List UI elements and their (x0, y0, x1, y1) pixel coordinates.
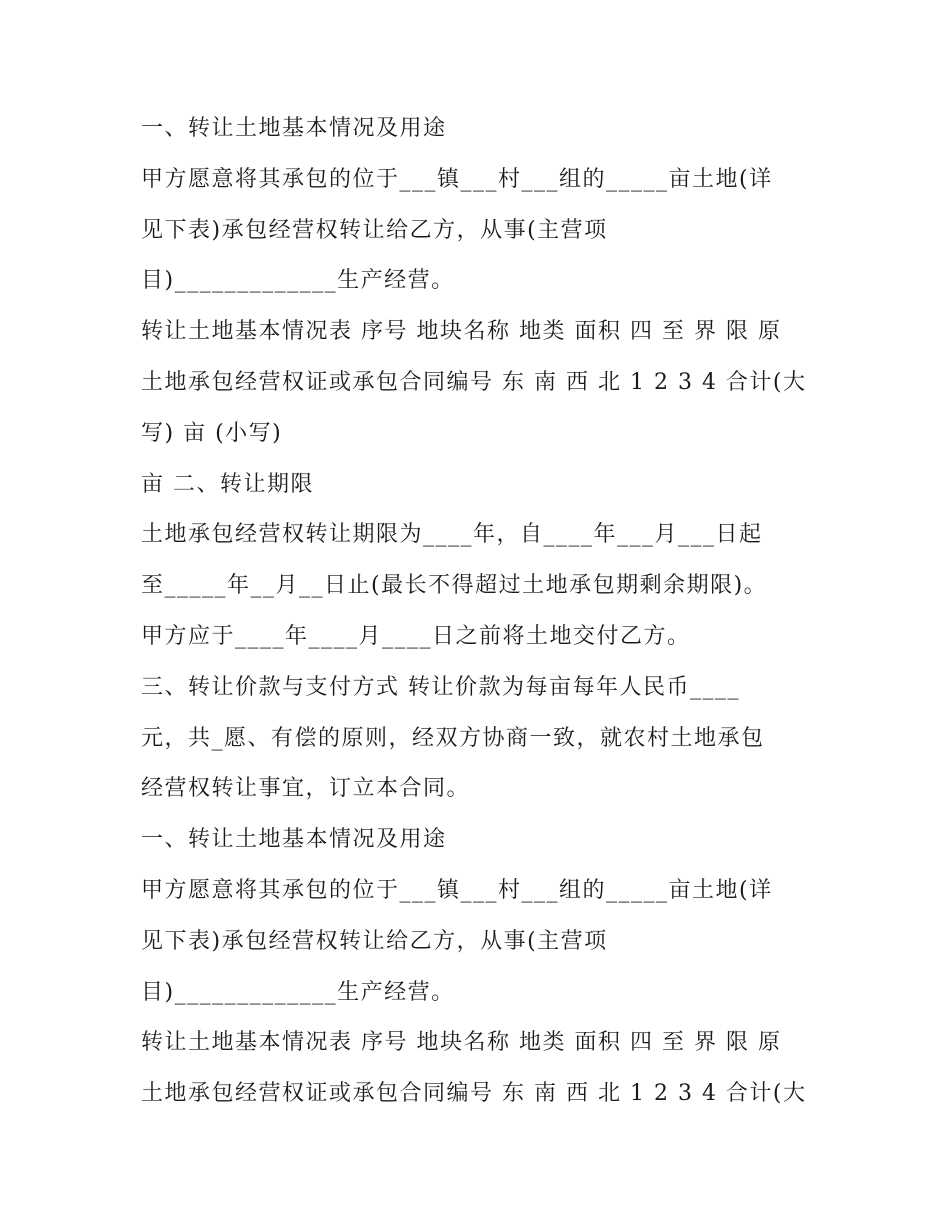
text-line: 元，共_愿、有偿的原则，经双方协商一致，就农村土地承包 (141, 725, 765, 751)
section-heading: 亩 二、转让期限 (141, 471, 314, 497)
section-heading: 一、转让土地基本情况及用途 (141, 116, 447, 141)
text-line: 转让土地基本情况表 序号 地块名称 地类 面积 四 至 界 限 原 (141, 1030, 782, 1056)
text-line: 甲方愿意将其承包的位于___镇___村___组的_____亩土地(详 (141, 877, 773, 903)
text-line: 土地承包经营权证或承包合同编号 东 南 西 北 1 2 3 4 合计(大 (141, 369, 807, 395)
document-body (141, 104, 821, 1120)
section-heading: 三、转让价款与支付方式 转让价款为每亩每年人民币____ (141, 674, 740, 700)
text-line: 见下表)承包经营权转让给乙方，从事(主营项 (141, 217, 608, 243)
text-line: 土地承包经营权证或承包合同编号 东 南 西 北 1 2 3 4 合计(大 (141, 1081, 807, 1107)
text-line: 目)_____________生产经营。 (141, 979, 455, 1005)
text-line: 写) 亩 (小写) (141, 420, 283, 446)
text-line: 甲方愿意将其承包的位于___镇___村___组的_____亩土地(详 (141, 166, 773, 192)
text-line: 土地承包经营权转让期限为____年，自____年___月___日起 (141, 522, 763, 548)
text-line: 转让土地基本情况表 序号 地块名称 地类 面积 四 至 界 限 原 (141, 319, 782, 345)
text-line: 经营权转让事宜，订立本合同。 (141, 776, 471, 802)
text-line: 至_____年__月__日止(最长不得超过土地承包期剩余期限)。 (141, 573, 768, 599)
section-heading: 一、转让土地基本情况及用途 (141, 827, 447, 853)
text-line: 见下表)承包经营权转让给乙方，从事(主营项 (141, 928, 608, 954)
text-line: 目)_____________生产经营。 (141, 268, 455, 294)
text-line: 甲方应于____年____月____日之前将土地交付乙方。 (141, 623, 691, 649)
